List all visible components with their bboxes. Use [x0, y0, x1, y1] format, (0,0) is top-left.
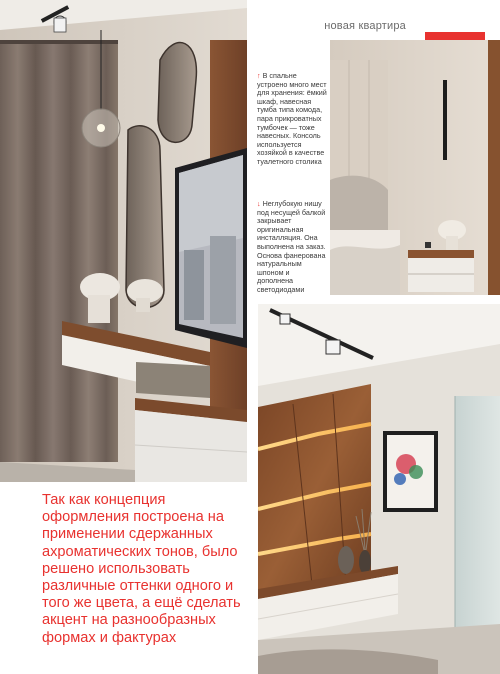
arrow-up-icon: ↑ [257, 71, 261, 80]
photo-bedroom-nightstand [330, 40, 500, 295]
photo-wood-panel-installation-drawing [258, 304, 500, 674]
caption-storage-text: В спальне устроено много мест для хранения: ёмкий шкаф, навесная тумба типа комода, пара прикроватных тумбочек — тоже навесных. Консоль используется хозяйкой в качестве туалетного столика [257, 71, 327, 166]
caption-installation [257, 200, 327, 295]
arrow-down-icon: ↓ [257, 199, 261, 208]
section-label: новая квартира [324, 20, 406, 32]
photo-bedroom-tv-drawing [0, 0, 247, 482]
photo-bedroom-nightstand-drawing [330, 40, 500, 295]
photo-wood-panel-installation [258, 304, 500, 674]
photo-bedroom-tv [0, 0, 247, 482]
pull-quote: Так как концепция оформления построена на применении сдержанных ахроматических тонов, было решено использовать различные оттенки одного и того же цвета, а ещё сделать акцент на разнообразных формах и фактурах [42, 492, 241, 646]
caption-installation-text: Неглубокую нишу под несущей балкой закрывает оригинальная инсталляция. Она выполнена на заказ. Основа фанерована натуральным шпоном и дополнена светодиодами [257, 199, 326, 294]
caption-storage [257, 72, 327, 167]
